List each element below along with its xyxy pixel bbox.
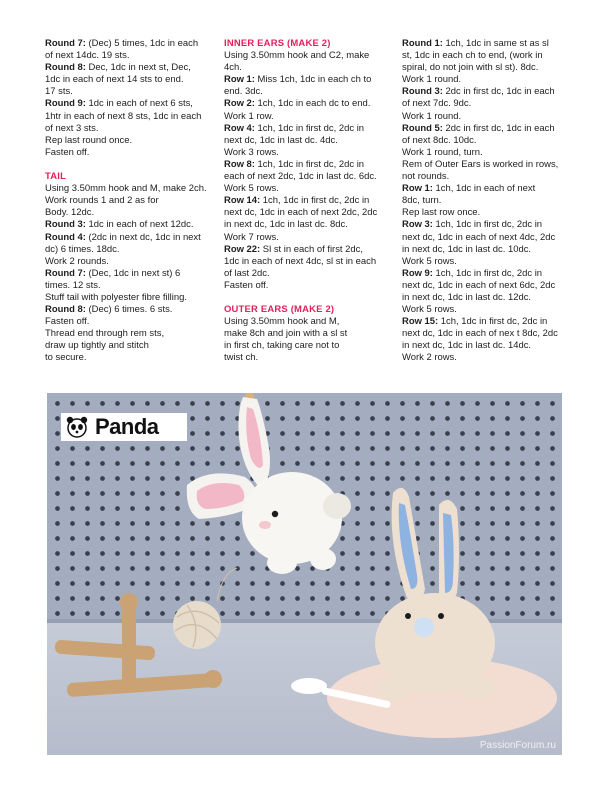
step-text: Using 3.50mm hook and M, make 2ch.: [45, 183, 207, 195]
step-text: 1ch, 1dc in first dc, 2dc in: [254, 158, 365, 170]
step-text: 1htr in each of next 8 sts, 1dc in each: [45, 110, 202, 122]
step-text: in next dc, 1dc in last dc. 12dc.: [402, 291, 532, 303]
pattern-line: [224, 207, 392, 219]
pattern-line: [45, 38, 215, 50]
step-label: Round 8:: [45, 304, 86, 316]
spacer: [45, 159, 215, 171]
step-text: Rep last row once.: [402, 207, 481, 219]
step-text: Using 3.50mm hook and C2, make: [224, 50, 370, 62]
step-text: 1ch, 1dc in first dc, 2dc in: [254, 122, 365, 134]
pattern-line: [402, 292, 572, 304]
step-text: (Dec) 6 times. 6 sts.: [85, 304, 173, 316]
step-text: of next 14dc. 19 sts.: [45, 50, 130, 62]
step-text: 2dc in first dc, 1dc in each: [442, 86, 555, 98]
step-label: Round 7:: [45, 38, 86, 49]
pattern-line: [45, 135, 215, 147]
pattern-line: [45, 98, 215, 110]
step-text: next dc, 1dc in each of next 6dc, 2dc: [402, 279, 556, 291]
step-label: Round 7:: [45, 267, 86, 279]
step-text: in next dc, 1dc in last dc. 10dc.: [402, 243, 532, 255]
step-text: next dc, 1dc in each of nex t 8dc, 2dc: [402, 328, 558, 340]
step-text: 1dc in each of next 4dc, sl st in each: [224, 255, 377, 267]
step-text: 4ch.: [224, 62, 242, 74]
pattern-line: [45, 256, 215, 268]
step-text: Miss 1ch, 1dc in each ch to: [254, 74, 372, 86]
pattern-line: [402, 135, 572, 147]
step-text: of next 7dc. 9dc.: [402, 98, 472, 110]
section-heading: INNER EARS (MAKE 2): [224, 38, 331, 49]
pattern-line: [45, 86, 215, 98]
step-text: Work 5 rows.: [402, 255, 457, 267]
pattern-line: [402, 86, 572, 98]
step-label: Row 3:: [402, 219, 433, 231]
pattern-line: [402, 171, 572, 183]
step-text: Work rounds 1 and 2 as for: [45, 195, 159, 207]
step-text: dc) 6 times. 18dc.: [45, 243, 120, 255]
step-text: in next dc, 1dc in last dc. 14dc.: [402, 340, 532, 352]
step-text: (Dec, 1dc in next st) 6: [85, 267, 181, 279]
section-heading: TAIL: [45, 171, 67, 183]
step-label: Row 9:: [402, 267, 433, 279]
step-text: 1dc in each of next 12dc.: [85, 219, 194, 231]
step-text: 1ch, 1dc in each of next: [432, 183, 536, 195]
step-label: Round 3:: [45, 219, 86, 231]
step-text: Thread end through rem sts,: [45, 328, 165, 340]
pattern-line: [45, 62, 215, 74]
step-text: 1dc in each of next 14 sts to end.: [45, 74, 184, 86]
pattern-line: [224, 268, 392, 280]
pattern-line: [224, 280, 392, 292]
step-text: Work 2 rounds.: [45, 255, 109, 267]
step-text: not rounds.: [402, 171, 450, 183]
step-label: Round 1:: [402, 38, 443, 49]
step-text: Using 3.50mm hook and M,: [224, 316, 340, 328]
step-text: Work 1 row.: [224, 110, 274, 122]
step-text: to secure.: [45, 352, 87, 364]
pattern-line: [402, 280, 572, 292]
bunny-scene-illustration: [47, 393, 562, 755]
step-text: Sl st in each of first 2dc,: [260, 243, 363, 255]
pattern-line: [224, 340, 392, 352]
step-label: Row 22:: [224, 243, 261, 255]
step-label: Row 14:: [224, 195, 261, 207]
spacer: [224, 292, 392, 304]
step-text: in next dc, 1dc in last dc. 8dc.: [224, 219, 348, 231]
pattern-line: [45, 50, 215, 62]
step-text: each of next 2dc, 1dc in last dc. 6dc.: [224, 171, 377, 183]
pattern-line: [224, 352, 392, 364]
step-text: end. 3dc.: [224, 86, 263, 98]
pattern-line: [224, 195, 392, 207]
step-text: Work 5 rows.: [402, 304, 457, 316]
step-text: Work 7 rows.: [224, 231, 279, 243]
step-text: Rem of Outer Ears is worked in rows,: [402, 158, 559, 170]
pattern-line: [402, 111, 572, 123]
pattern-line: [224, 123, 392, 135]
step-text: Work 2 rows.: [402, 352, 457, 364]
step-text: Stuff tail with polyester fibre filling.: [45, 291, 187, 303]
pattern-line: [402, 268, 572, 280]
pattern-line: [45, 244, 215, 256]
step-text: Work 1 round, turn.: [402, 146, 483, 158]
panda-logo: [61, 413, 187, 441]
step-text: 1ch, 1dc in first dc, 2dc in: [432, 267, 543, 279]
step-text: 8dc, turn.: [402, 195, 442, 207]
step-label: Row 4:: [224, 122, 255, 134]
pattern-line: [45, 111, 215, 123]
pattern-line: [402, 38, 572, 50]
panda-icon: [65, 416, 89, 438]
pattern-line: [224, 183, 392, 195]
pattern-line: [224, 147, 392, 159]
step-text: Dec, 1dc in next st, Dec,: [85, 62, 191, 74]
step-text: spiral, do not join with sl st). 8dc.: [402, 62, 539, 74]
step-label: Row 15:: [402, 316, 439, 328]
step-label: Round 5:: [402, 122, 443, 134]
pattern-line: [402, 159, 572, 171]
step-text: of next 8dc. 10dc.: [402, 134, 477, 146]
step-text: next dc, 1dc in last dc. 4dc.: [224, 134, 338, 146]
pattern-line: [224, 135, 392, 147]
step-text: st, 1dc in each ch to end, (work in: [402, 50, 543, 62]
step-text: 1ch, 1dc in each dc to end.: [254, 98, 371, 110]
pattern-line: [45, 328, 215, 340]
step-text: (Dec) 5 times, 1dc in each: [85, 38, 199, 49]
step-text: Body. 12dc.: [45, 207, 95, 219]
step-text: 1ch, 1dc in first dc, 2dc in: [432, 219, 543, 231]
step-text: 1ch, 1dc in first dc, 2dc in: [260, 195, 370, 207]
pattern-line: [402, 244, 572, 256]
step-text: Work 1 round.: [402, 74, 462, 86]
pattern-line: [224, 111, 392, 123]
pattern-line: [224, 328, 392, 340]
pattern-line: [402, 328, 572, 340]
pattern-line: [402, 304, 572, 316]
step-text: draw up tightly and stitch: [45, 340, 149, 352]
pattern-line: [402, 183, 572, 195]
pattern-line: [402, 207, 572, 219]
step-label: Round 4:: [45, 231, 86, 243]
step-text: Work 3 rows.: [224, 146, 279, 158]
pattern-line: [45, 280, 215, 292]
step-text: Work 1 round.: [402, 110, 462, 122]
pattern-line: [402, 62, 572, 74]
pattern-line: [45, 219, 215, 231]
pattern-line: [224, 98, 392, 110]
pattern-line: [402, 74, 572, 86]
pattern-line: [224, 74, 392, 86]
step-label: Row 8:: [224, 158, 255, 170]
pattern-line: [45, 292, 215, 304]
pattern-line: [45, 304, 215, 316]
pattern-line: [402, 219, 572, 231]
step-text: 1dc in each of next 6 sts,: [85, 98, 193, 110]
watermark-text: PassionForum.ru: [479, 740, 556, 751]
step-text: of next 3 sts.: [45, 122, 99, 134]
pattern-line: [402, 232, 572, 244]
pattern-line: [45, 207, 215, 219]
pattern-line: [224, 232, 392, 244]
pattern-line: [45, 340, 215, 352]
section-heading: OUTER EARS (MAKE 2): [224, 304, 335, 316]
step-text: make 8ch and join with a sl st: [224, 328, 348, 340]
step-label: Row 1:: [224, 74, 255, 86]
pattern-line: [224, 86, 392, 98]
step-text: 17 sts.: [45, 86, 73, 98]
step-text: Fasten off.: [45, 316, 90, 328]
pattern-line: [45, 183, 215, 195]
step-text: Work 5 rows.: [224, 183, 279, 195]
beige-bunny-toy: [375, 488, 495, 701]
step-text: 1ch, 1dc in first dc, 2dc in: [438, 316, 548, 328]
pattern-line: [224, 256, 392, 268]
pattern-line: [45, 123, 215, 135]
product-photo: [47, 393, 562, 755]
step-text: Fasten off.: [224, 279, 269, 291]
pattern-line: [224, 50, 392, 62]
pattern-line: [402, 195, 572, 207]
white-bunny-toy: [187, 397, 351, 574]
step-text: (2dc in next dc, 1dc in next: [85, 231, 201, 243]
pattern-line: [45, 147, 215, 159]
pattern-line: [45, 74, 215, 86]
pattern-line: [45, 195, 215, 207]
step-label: Round 9:: [45, 98, 86, 110]
pattern-line: [402, 123, 572, 135]
step-text: Fasten off.: [45, 146, 90, 158]
pattern-line: [402, 98, 572, 110]
pattern-line: [402, 147, 572, 159]
pattern-line: [402, 352, 572, 364]
step-text: twist ch.: [224, 352, 259, 364]
step-label: Row 2:: [224, 98, 255, 110]
pattern-line: [224, 219, 392, 231]
pattern-line: [224, 316, 392, 328]
pattern-line: [224, 244, 392, 256]
step-text: of last 2dc.: [224, 267, 270, 279]
pattern-line: [45, 352, 215, 364]
white-spoon: [291, 678, 327, 694]
pattern-column-3: [402, 38, 572, 365]
pattern-line: [402, 50, 572, 62]
pattern-line: [224, 62, 392, 74]
pattern-line: [224, 159, 392, 171]
step-text: 1ch, 1dc in same st as sl: [442, 38, 549, 49]
pattern-line: [45, 268, 215, 280]
step-label: Row 1:: [402, 183, 433, 195]
pattern-column-2: [224, 38, 392, 365]
pattern-line: [45, 316, 215, 328]
step-text: Rep last round once.: [45, 134, 133, 146]
step-text: next dc, 1dc in each of next 2dc, 2dc: [224, 207, 378, 219]
pattern-line: [402, 256, 572, 268]
pattern-column-1: [45, 38, 215, 365]
step-label: Round 8:: [45, 62, 86, 74]
step-text: next dc, 1dc in each of next 4dc, 2dc: [402, 231, 556, 243]
pattern-line: [45, 232, 215, 244]
pattern-line: [402, 316, 572, 328]
step-text: times. 12 sts.: [45, 279, 101, 291]
pattern-line: [224, 171, 392, 183]
step-text: 2dc in first dc, 1dc in each: [442, 122, 555, 134]
step-label: Round 3:: [402, 86, 443, 98]
panda-logo-text: Panda: [95, 414, 159, 439]
pattern-line: [402, 340, 572, 352]
step-text: in first ch, taking care not to: [224, 340, 340, 352]
